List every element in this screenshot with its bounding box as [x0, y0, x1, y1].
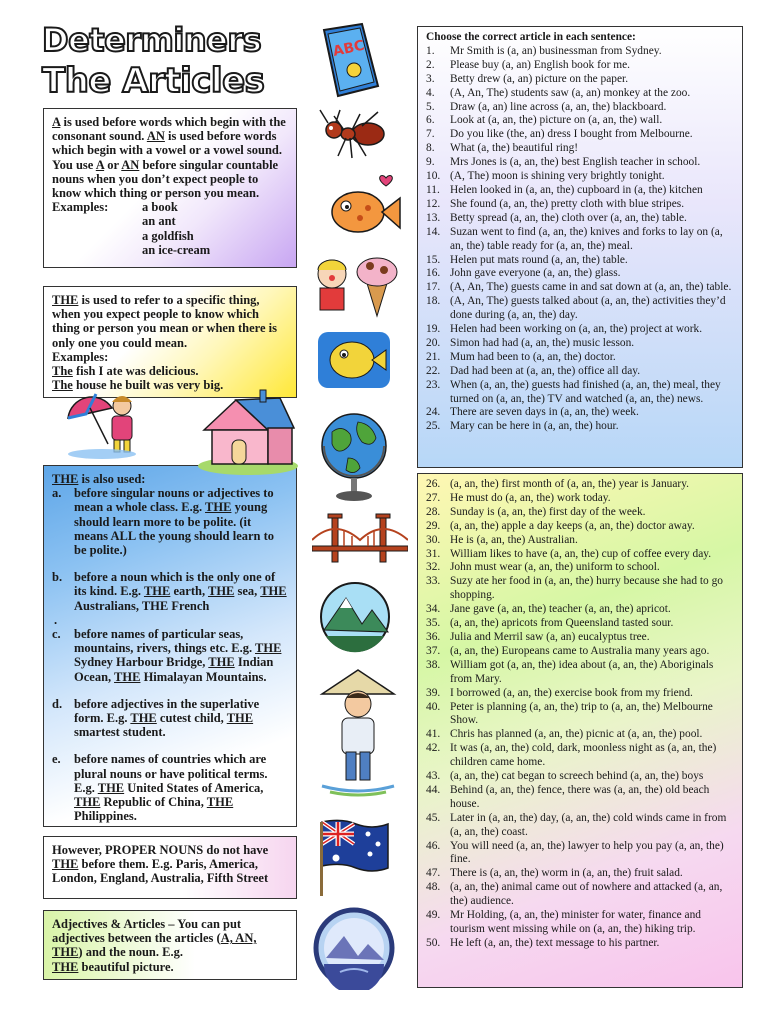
- question-number: 16.: [426, 267, 441, 280]
- question-text: She found (a, an, the) pretty cloth with blue stripes.: [450, 197, 685, 210]
- question-item: [426, 87, 736, 101]
- question-number: 49.: [426, 909, 441, 922]
- ant-icon: [316, 108, 390, 160]
- question-text: Mrs Jones is (a, an, the) best English teacher in school.: [450, 156, 701, 169]
- harbour-bridge-icon: [312, 510, 408, 570]
- question-text: (a, an, the) first month of (a, an, the) year is January.: [450, 478, 690, 490]
- question-item: [426, 295, 736, 323]
- the-also-intro: THE is also used:: [52, 472, 146, 486]
- question-text: William likes to have (a, an, the) cup of coffee every day.: [450, 547, 712, 560]
- example-2: The house he built was very big.: [52, 378, 224, 393]
- question-text: Suzy ate her food in (a, an, the) hurry because she had to go shopping.: [450, 575, 723, 602]
- question-item: [426, 59, 736, 73]
- question-number: 11.: [426, 183, 440, 196]
- examples-label: Examples:: [52, 349, 109, 364]
- question-number: 44.: [426, 783, 441, 796]
- question-text: Helen looked in (a, an, the) cupboard in (a, the) kitchen: [450, 183, 703, 196]
- title-determiners: Determiners: [42, 21, 262, 59]
- question-number: 28.: [426, 505, 441, 518]
- question-number: 23.: [426, 378, 441, 391]
- question-text: He is (a, an, the) Australian.: [450, 533, 578, 546]
- question-text: What (a, the) beautiful ring!: [450, 142, 579, 155]
- question-text: Mr Smith is (a, an) businessman from Sydney.: [450, 44, 662, 57]
- examples-row: Examples: a book: [52, 200, 178, 215]
- stray-dot: .: [54, 612, 58, 627]
- question-number: 29.: [426, 519, 441, 532]
- example-1: The fish I ate was delicious.: [52, 364, 199, 379]
- question-item: [426, 254, 736, 268]
- question-number: 46.: [426, 839, 441, 852]
- question-text: There are seven days in (a, an, the) week.: [450, 406, 639, 419]
- question-text: When (a, an, the) guests had finished (a, an, the) meal, they turned on (a, an, the) TV and watched (a, an, the) news.: [450, 378, 721, 405]
- abc-letters: ABC: [331, 37, 366, 60]
- question-item: [426, 101, 736, 115]
- question-text: He must do (a, an, the) work today.: [450, 491, 611, 504]
- question-item: [426, 73, 736, 87]
- the-also-used-box: [43, 465, 297, 827]
- question-number: 19.: [426, 323, 441, 336]
- question-number: 13.: [426, 211, 441, 224]
- question-text: Draw (a, an) line across (a, an, the) blackboard.: [450, 100, 667, 113]
- question-item: [426, 840, 736, 868]
- question-text: (a, an, the) apple a day keeps (a, an, the) doctor away.: [450, 519, 695, 532]
- question-number: 9.: [426, 156, 435, 169]
- question-item: [426, 909, 736, 937]
- question-item: [426, 323, 736, 337]
- question-number: 34.: [426, 603, 441, 616]
- a-an-rule-text: A is used before words which begin with the consonant sound. AN is used before words which begin with a vowel or a vowel sound. You use A or AN before singular countable nouns when you don’t expect people to know which thing or person you mean.: [52, 115, 286, 201]
- question-text: I borrowed (a, an, the) exercise book from my friend.: [450, 686, 693, 699]
- usage-item-c: c. before names of particular seas, mountains, rivers, things etc. E.g. THE Sydney Harbour Bridge, THE Indian Ocean, THE Himalayan Mountains.: [52, 627, 282, 684]
- question-text: Dad had been at (a, an, the) office all day.: [450, 364, 641, 377]
- question-number: 17.: [426, 281, 441, 294]
- question-number: 50.: [426, 936, 441, 949]
- question-item: [426, 128, 736, 142]
- question-text: Mr Holding, (a, an, the) minister for water, finance and tourism went missing while on (a, an, the) hiking trip.: [450, 909, 701, 935]
- question-text: Mum had been to (a, an, the) doctor.: [450, 350, 616, 363]
- proper-nouns-box: However, PROPER NOUNS do not have THE before them. E.g. Paris, America, London, England, Australia, Fifth Street: [43, 836, 297, 899]
- question-item: [426, 198, 736, 212]
- girl-umbrella-icon: [62, 388, 144, 460]
- question-text: Mary can be here in (a, an, the) hour.: [450, 420, 619, 433]
- question-text: Later in (a, an, the) day, (a, an, the) cold winds came in from (a, an, the) coast.: [450, 811, 727, 838]
- question-item: [426, 226, 736, 254]
- question-text: Betty drew (a, an) picture on the paper.: [450, 72, 629, 85]
- question-number: 21.: [426, 350, 441, 363]
- exercise-panel-2: [417, 473, 743, 988]
- question-item: [426, 212, 736, 226]
- question-text: John gave everyone (a, an, the) glass.: [450, 267, 621, 280]
- question-item: [426, 406, 736, 420]
- question-item: [426, 784, 736, 812]
- usage-item-a: a. before singular nouns or adjectives to mean a whole class. E.g. THE young should learn more to be polite. (it means ALL the young should learn to be polite.): [52, 486, 275, 558]
- question-number: 7.: [426, 128, 435, 141]
- question-number: 38.: [426, 658, 441, 671]
- question-item: [426, 659, 736, 687]
- question-number: 33.: [426, 575, 441, 588]
- question-text: You will need (a, an, the) lawyer to help you pay (a, an, the) fine.: [450, 839, 724, 866]
- question-text: (a, an, the) apricots from Queensland tasted sour.: [450, 617, 674, 630]
- question-number: 43.: [426, 770, 441, 783]
- question-number: 42.: [426, 742, 441, 755]
- question-text: (a, an, the) Europeans came to Australia many years ago.: [450, 644, 710, 657]
- question-text: Helen had been working on (a, an, the) project at work.: [450, 323, 703, 336]
- question-number: 37.: [426, 644, 441, 657]
- question-item: [426, 701, 736, 729]
- question-text: Behind (a, an, the) fence, there was (a, an, the) old beach house.: [450, 783, 710, 810]
- question-item: [426, 351, 736, 365]
- question-item: [426, 520, 736, 534]
- pufferfish-icon: [316, 330, 392, 390]
- question-item: [426, 114, 736, 128]
- adjectives-articles-box: Adjectives & Articles – You can put adjectives between the articles (A, AN, THE) and the noun. E.g. THE beautiful picture.: [43, 910, 297, 980]
- question-number: 6.: [426, 114, 435, 127]
- question-item: [426, 337, 736, 351]
- question-item: [426, 603, 736, 617]
- question-number: 4.: [426, 86, 435, 99]
- question-item: [426, 631, 736, 645]
- question-text: Jane gave (a, an, the) teacher (a, an, the) apricot.: [450, 603, 671, 616]
- question-item: [426, 534, 736, 548]
- question-item: [426, 575, 736, 603]
- a-an-rule-box: [43, 108, 297, 268]
- question-item: [426, 156, 736, 170]
- question-text: Look at (a, an, the) picture on (a, an, the) wall.: [450, 114, 663, 127]
- question-number: 47.: [426, 867, 441, 880]
- question-list-2: [426, 478, 736, 951]
- question-text: (A, An, The) guests talked about (a, an, the) activities they’d done during (a, an, the) day.: [450, 295, 726, 322]
- house-icon: [196, 388, 300, 476]
- usage-item-b: b. before a noun which is the only one of its kind. E.g. THE earth, THE sea, THE Australians, THE French: [52, 570, 287, 613]
- asian-child-icon: [318, 668, 398, 800]
- question-item: [426, 770, 736, 784]
- title-the-articles: The Articles: [42, 61, 265, 101]
- question-item: [426, 281, 736, 295]
- question-item: [426, 687, 736, 701]
- question-text: Peter is planning (a, an, the) trip to (a, an, the) Melbourne Show.: [450, 700, 713, 727]
- the-rule-text: THE is used to refer to a specific thing, when you expect people to know which thing or person you mean or when there is only one you could mean.: [52, 293, 278, 350]
- question-item: [426, 561, 736, 575]
- exercise-heading: Choose the correct article in each sentence:: [426, 31, 636, 43]
- question-number: 35.: [426, 617, 441, 630]
- question-number: 15.: [426, 253, 441, 266]
- question-item: [426, 365, 736, 379]
- question-number: 5.: [426, 100, 435, 113]
- examples-row: an ant: [142, 214, 176, 229]
- question-item: [426, 45, 736, 59]
- exercise-panel-1: [417, 26, 743, 468]
- usage-item-d: d. before adjectives in the superlative form. E.g. THE cutest child, THE smartest student.: [52, 696, 260, 740]
- question-item: [426, 867, 736, 881]
- question-text: (A, The) moon is shining very brightly tonight.: [450, 170, 665, 183]
- question-item: [426, 492, 736, 506]
- question-item: [426, 548, 736, 562]
- question-item: [426, 881, 736, 909]
- question-number: 36.: [426, 630, 441, 643]
- goldfish-icon: [326, 172, 406, 240]
- question-text: (a, an, the) cat began to screech behind (a, an, the) boys: [450, 770, 704, 783]
- question-text: William got (a, an, the) idea about (a, an, the) Aboriginals from Mary.: [450, 658, 714, 685]
- question-item: [426, 812, 736, 840]
- question-item: [426, 142, 736, 156]
- question-list-1: [426, 45, 736, 434]
- question-item: [426, 617, 736, 631]
- question-item: [426, 506, 736, 520]
- question-text: (A, An, The) guests came in and sat down at (a, an, the) table.: [450, 281, 732, 294]
- question-item: [426, 170, 736, 184]
- the-rule-box: [43, 286, 297, 398]
- question-number: 20.: [426, 336, 441, 349]
- question-number: 27.: [426, 491, 441, 504]
- question-text: There is (a, an, the) worm in (a, an, the) fruit salad.: [450, 867, 683, 880]
- question-number: 1.: [426, 44, 435, 57]
- question-number: 25.: [426, 420, 441, 433]
- night-landscape-icon: [310, 906, 398, 990]
- examples-row: a goldfish: [142, 228, 194, 243]
- globe-icon: [318, 410, 390, 504]
- question-number: 45.: [426, 811, 441, 824]
- ice-cream-clown-icon: [310, 250, 406, 322]
- mountains-badge-icon: [318, 580, 392, 654]
- question-number: 41.: [426, 728, 441, 741]
- question-number: 10.: [426, 170, 441, 183]
- question-number: 40.: [426, 700, 441, 713]
- question-item: [426, 184, 736, 198]
- question-item: [426, 937, 736, 951]
- australian-flag-icon: [316, 818, 392, 898]
- question-text: Betty spread (a, an, the) cloth over (a, an, the) table.: [450, 211, 687, 224]
- question-item: [426, 267, 736, 281]
- question-text: (A, An, The) students saw (a, an) monkey at the zoo.: [450, 86, 691, 99]
- question-number: 3.: [426, 72, 435, 85]
- question-item: [426, 728, 736, 742]
- usage-item-e: e. before names of countries which are plural nouns or have political terms. E.g. THE United States of America, THE Republic of China, THE Philippines.: [52, 752, 268, 824]
- question-number: 24.: [426, 406, 441, 419]
- question-text: Helen put mats round (a, an, the) table.: [450, 253, 628, 266]
- question-number: 39.: [426, 686, 441, 699]
- question-item: [426, 742, 736, 770]
- question-text: John must wear (a, an, the) uniform to school.: [450, 561, 660, 574]
- question-text: Chris has planned (a, an, the) picnic at (a, an, the) pool.: [450, 728, 703, 741]
- question-item: [426, 478, 736, 492]
- abc-book-icon: [320, 22, 382, 100]
- question-number: 2.: [426, 58, 435, 71]
- question-number: 12.: [426, 197, 441, 210]
- question-text: (a, an, the) animal came out of nowhere and attacked (a, an, the) audience.: [450, 881, 723, 908]
- examples-row: an ice-cream: [142, 242, 211, 257]
- question-item: [426, 379, 736, 407]
- question-text: Julia and Merril saw (a, an) eucalyptus tree.: [450, 630, 650, 643]
- question-text: It was (a, an, the) cold, dark, moonless night as (a, an, the) children came home.: [450, 742, 717, 769]
- question-number: 18.: [426, 295, 441, 308]
- question-text: He left (a, an, the) text message to his partner.: [450, 936, 660, 949]
- question-number: 32.: [426, 561, 441, 574]
- question-text: Do you like (the, an) dress I bought from Melbourne.: [450, 128, 693, 141]
- question-number: 31.: [426, 547, 441, 560]
- question-item: [426, 420, 736, 434]
- question-number: 30.: [426, 533, 441, 546]
- question-text: Sunday is (a, an, the) first day of the week.: [450, 505, 646, 518]
- question-number: 48.: [426, 881, 441, 894]
- question-number: 8.: [426, 142, 435, 155]
- question-number: 26.: [426, 478, 441, 490]
- question-number: 14.: [426, 225, 441, 238]
- question-text: Suzan went to find (a, an, the) knives and forks to lay on (a, an, the) table ready for (a, an, the) meal.: [450, 225, 723, 252]
- question-number: 22.: [426, 364, 441, 377]
- question-text: Please buy (a, an) English book for me.: [450, 58, 630, 71]
- question-text: Simon had had (a, an, the) music lesson.: [450, 336, 635, 349]
- question-item: [426, 645, 736, 659]
